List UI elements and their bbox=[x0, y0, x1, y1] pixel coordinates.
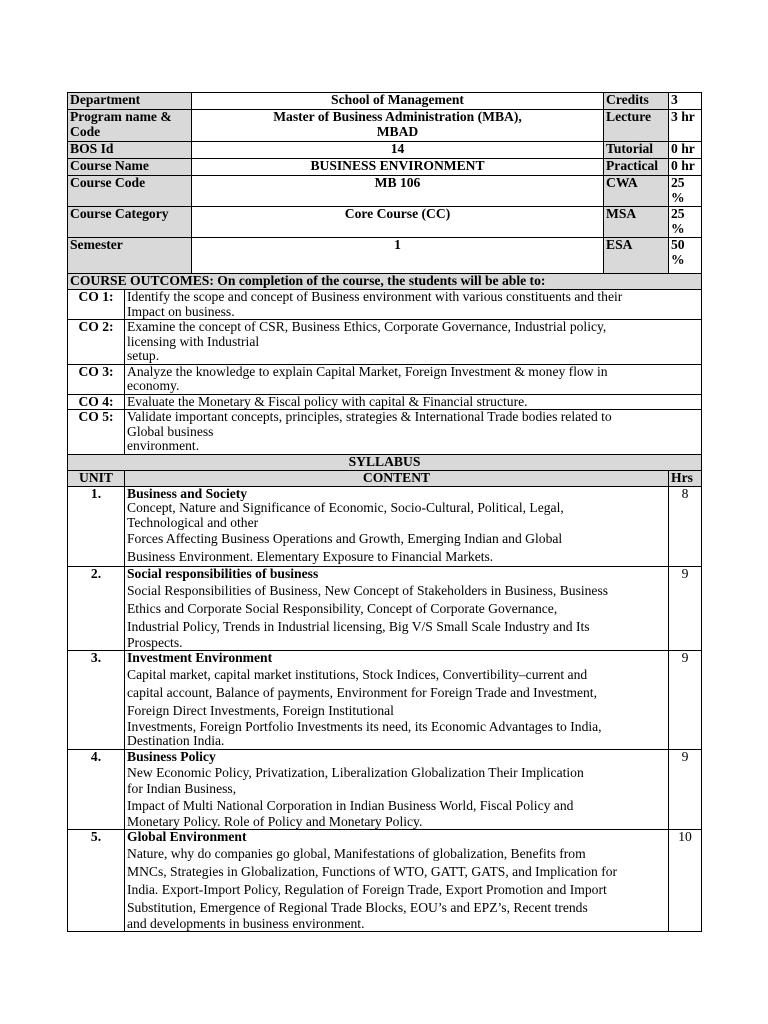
unit-content: Business Policy New Economic Policy, Privatization, Liberalization Globalization Their Implication for Indian Business, Impact of Multi National Corporation in Indian Business World, Fiscal Policy and Monetary Policy. Role of Policy and Monetary Policy. bbox=[125, 749, 669, 830]
tutorial-value: 0 hr bbox=[669, 142, 702, 159]
credits-label: Credits bbox=[604, 93, 669, 110]
unit-hours: 8 bbox=[669, 486, 702, 567]
outcome-text: Evaluate the Monetary & Fiscal policy with capital & Financial structure. bbox=[125, 394, 702, 410]
unit-content: Business and Society Concept, Nature and Significance of Economic, Socio-Cultural, Political, Legal, Technological and other Forces Affecting Business Operations and Growth, Emerging Indian and Global Business Environment. Elementary Exposure to Financial Markets. bbox=[125, 486, 669, 567]
syllabus-unit-row bbox=[68, 486, 702, 567]
content-column-header: CONTENT bbox=[125, 470, 669, 486]
program-value: Master of Business Administration (MBA), MBAD bbox=[192, 110, 604, 142]
cwa-value: 25 % bbox=[669, 176, 702, 207]
course-name-label: Course Name bbox=[68, 159, 192, 176]
esa-value: 50 % bbox=[669, 238, 702, 274]
program-label: Program name & Code bbox=[68, 110, 192, 142]
row-category bbox=[68, 207, 702, 238]
outcome-id: CO 1: bbox=[68, 290, 125, 320]
outcome-id: CO 5: bbox=[68, 410, 125, 455]
row-course-name bbox=[68, 159, 702, 176]
syllabus-unit-row bbox=[68, 651, 702, 750]
unit-title: Business Policy bbox=[127, 749, 216, 764]
credits-value: 3 bbox=[669, 93, 702, 110]
syllabus-unit-row bbox=[68, 567, 702, 651]
lecture-value: 3 hr bbox=[669, 110, 702, 142]
syllabus-heading: SYLLABUS bbox=[68, 454, 702, 470]
lecture-label: Lecture bbox=[604, 110, 669, 142]
outcome-id: CO 3: bbox=[68, 364, 125, 394]
syllabus-heading-row bbox=[68, 454, 702, 470]
outcome-text: Validate important concepts, principles, strategies & International Trade bodies related to Global business environment. bbox=[125, 410, 702, 455]
cwa-label: CWA bbox=[604, 176, 669, 207]
unit-title: Social responsibilities of business bbox=[127, 566, 319, 581]
syllabus-columns-row bbox=[68, 470, 702, 486]
outcomes-heading-row bbox=[68, 274, 702, 290]
row-course-code bbox=[68, 176, 702, 207]
unit-number: 4. bbox=[68, 749, 125, 830]
category-label: Course Category bbox=[68, 207, 192, 238]
outcome-row bbox=[68, 290, 702, 320]
semester-value: 1 bbox=[192, 238, 604, 274]
department-value: School of Management bbox=[192, 93, 604, 110]
outcome-row bbox=[68, 320, 702, 365]
course-code-label: Course Code bbox=[68, 176, 192, 207]
syllabus-unit-row bbox=[68, 749, 702, 830]
unit-hours: 9 bbox=[669, 749, 702, 830]
course-name-value: BUSINESS ENVIRONMENT bbox=[192, 159, 604, 176]
outcomes-heading: COURSE OUTCOMES: On completion of the course, the students will be able to: bbox=[68, 274, 702, 290]
unit-hours: 10 bbox=[669, 830, 702, 932]
syllabus-unit-row bbox=[68, 830, 702, 932]
practical-value: 0 hr bbox=[669, 159, 702, 176]
msa-value: 25 % bbox=[669, 207, 702, 238]
msa-label: MSA bbox=[604, 207, 669, 238]
unit-content: Global Environment Nature, why do companies go global, Manifestations of globalization, Benefits from MNCs, Strategies in Globalization, Functions of WTO, GATT, GATS, and Implication for India. Export-Import Policy, Regulation of Foreign Trade, Export Promotion and Import Substitution, Emergence of Regional Trade Blocks, EOU’s and EPZ’s, Recent trends and developments in business environment. bbox=[125, 830, 669, 932]
course-code-value: MB 106 bbox=[192, 176, 604, 207]
outcome-row bbox=[68, 410, 702, 455]
bos-value: 14 bbox=[192, 142, 604, 159]
course-table bbox=[67, 92, 702, 932]
outcome-text: Analyze the knowledge to explain Capital Market, Foreign Investment & money flow in economy. bbox=[125, 364, 702, 394]
row-semester bbox=[68, 238, 702, 274]
outcome-row bbox=[68, 364, 702, 394]
outcome-id: CO 4: bbox=[68, 394, 125, 410]
unit-title: Investment Environment bbox=[127, 650, 273, 665]
unit-hours: 9 bbox=[669, 567, 702, 651]
unit-number: 2. bbox=[68, 567, 125, 651]
tutorial-label: Tutorial bbox=[604, 142, 669, 159]
unit-title: Business and Society bbox=[127, 486, 248, 501]
practical-label: Practical bbox=[604, 159, 669, 176]
unit-number: 5. bbox=[68, 830, 125, 932]
row-bos bbox=[68, 142, 702, 159]
semester-label: Semester bbox=[68, 238, 192, 274]
unit-column-header: UNIT bbox=[68, 470, 125, 486]
esa-label: ESA bbox=[604, 238, 669, 274]
row-department bbox=[68, 93, 702, 110]
department-label: Department bbox=[68, 93, 192, 110]
unit-number: 3. bbox=[68, 651, 125, 750]
unit-content: Social responsibilities of business Social Responsibilities of Business, New Concept of Stakeholders in Business, Business Ethics and Corporate Social Responsibility, Concept of Corporate Governance, Industrial Policy, Trends in Industrial licensing, Big V/S Small Scale Industry and Its Prospects. bbox=[125, 567, 669, 651]
category-value: Core Course (CC) bbox=[192, 207, 604, 238]
outcome-text: Identify the scope and concept of Business environment with various constituents and their Impact on business. bbox=[125, 290, 702, 320]
outcome-row bbox=[68, 394, 702, 410]
unit-title: Global Environment bbox=[127, 829, 247, 844]
unit-content: Investment Environment Capital market, capital market institutions, Stock Indices, Convertibility–current and capital account, Balance of payments, Environment for Foreign Trade and Investment, Foreign Direct Investments, Foreign Institutional Investments, Foreign Portfolio Investments its need, its Economic Advantages to India, Destination India. bbox=[125, 651, 669, 750]
outcome-id: CO 2: bbox=[68, 320, 125, 365]
hrs-column-header: Hrs bbox=[669, 470, 702, 486]
outcome-text: Examine the concept of CSR, Business Ethics, Corporate Governance, Industrial policy, licensing with Industrial setup. bbox=[125, 320, 702, 365]
bos-label: BOS Id bbox=[68, 142, 192, 159]
row-program bbox=[68, 110, 702, 142]
unit-number: 1. bbox=[68, 486, 125, 567]
unit-hours: 9 bbox=[669, 651, 702, 750]
